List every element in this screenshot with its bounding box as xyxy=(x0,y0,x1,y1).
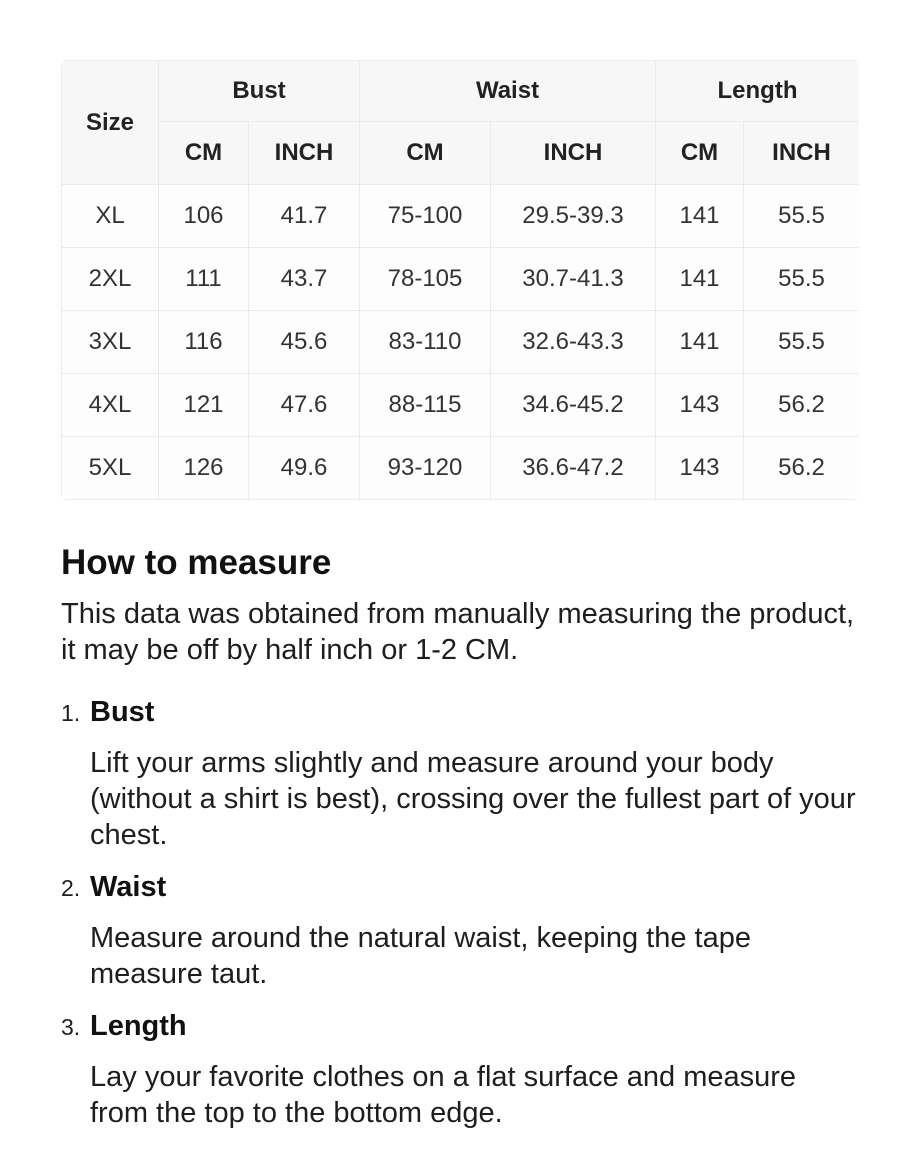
measurement-cell: 55.5 xyxy=(744,248,860,311)
size-cell: 5XL xyxy=(62,437,159,500)
measurement-cell: 141 xyxy=(656,248,744,311)
length-cm-header: CM xyxy=(656,122,744,185)
list-item-title: Length xyxy=(90,1010,187,1042)
list-item-number: 2. xyxy=(61,875,81,901)
header-group-row xyxy=(62,61,860,122)
size-cell: XL xyxy=(62,185,159,248)
list-item xyxy=(61,1008,859,1131)
measurement-cell: 47.6 xyxy=(249,374,360,437)
bust-inch-header: INCH xyxy=(249,122,360,185)
measurement-cell: 141 xyxy=(656,185,744,248)
table-row xyxy=(62,374,860,437)
measurement-cell: 78-105 xyxy=(360,248,491,311)
size-chart-header xyxy=(62,61,860,185)
size-cell: 2XL xyxy=(62,248,159,311)
table-row xyxy=(62,248,860,311)
length-inch-header: INCH xyxy=(744,122,860,185)
list-item xyxy=(61,694,859,853)
measurement-cell: 41.7 xyxy=(249,185,360,248)
list-item xyxy=(61,869,859,992)
list-item-head xyxy=(61,694,859,735)
size-cell: 4XL xyxy=(62,374,159,437)
list-item-text: Measure around the natural waist, keeping the tape measure taut. xyxy=(90,922,751,990)
measurement-cell: 32.6-43.3 xyxy=(491,311,656,374)
how-to-measure-intro: This data was obtained from manually measuring the product, it may be off by half inch or 1-2 CM. xyxy=(61,598,855,666)
header-unit-row xyxy=(62,122,860,185)
measurement-cell: 56.2 xyxy=(744,437,860,500)
list-item-number: 3. xyxy=(61,1014,81,1040)
size-chart xyxy=(61,60,859,500)
list-item-head xyxy=(61,1008,859,1049)
measurement-cell: 43.7 xyxy=(249,248,360,311)
measurement-cell: 121 xyxy=(159,374,249,437)
list-item-text: Lay your favorite clothes on a flat surface and measure from the top to the bottom edge. xyxy=(90,1061,797,1129)
measurement-cell: 116 xyxy=(159,311,249,374)
measurement-cell: 143 xyxy=(656,437,744,500)
measurement-cell: 93-120 xyxy=(360,437,491,500)
waist-group-header: Waist xyxy=(360,61,656,122)
size-chart-body xyxy=(62,185,860,500)
measurement-cell: 29.5-39.3 xyxy=(491,185,656,248)
measurement-cell: 55.5 xyxy=(744,311,860,374)
measurement-cell: 55.5 xyxy=(744,185,860,248)
table-row xyxy=(62,311,860,374)
list-item-text: Lift your arms slightly and measure around your body (without a shirt is best), crossing over the fullest part of your chest. xyxy=(90,747,856,851)
measurement-cell: 143 xyxy=(656,374,744,437)
table-row xyxy=(62,185,860,248)
list-item-number: 1. xyxy=(61,700,81,726)
measurement-cell: 126 xyxy=(159,437,249,500)
size-column-header: Size xyxy=(62,61,159,185)
measurement-cell: 36.6-47.2 xyxy=(491,437,656,500)
measurement-cell: 49.6 xyxy=(249,437,360,500)
measurement-cell: 141 xyxy=(656,311,744,374)
measurement-cell: 83-110 xyxy=(360,311,491,374)
measurement-cell: 45.6 xyxy=(249,311,360,374)
bust-group-header: Bust xyxy=(159,61,360,122)
measurement-cell: 75-100 xyxy=(360,185,491,248)
how-to-measure-heading: How to measure xyxy=(61,543,332,582)
length-group-header: Length xyxy=(656,61,860,122)
size-cell: 3XL xyxy=(62,311,159,374)
measurement-cell: 111 xyxy=(159,248,249,311)
bust-cm-header: CM xyxy=(159,122,249,185)
measurement-cell: 106 xyxy=(159,185,249,248)
measurement-cell: 30.7-41.3 xyxy=(491,248,656,311)
measurement-cell: 56.2 xyxy=(744,374,860,437)
table-row xyxy=(62,437,860,500)
waist-inch-header: INCH xyxy=(491,122,656,185)
measurement-cell: 34.6-45.2 xyxy=(491,374,656,437)
list-item-title: Waist xyxy=(90,871,167,903)
size-chart-table xyxy=(61,60,859,500)
measure-instructions-list xyxy=(61,694,859,1131)
measurement-cell: 88-115 xyxy=(360,374,491,437)
list-item-head xyxy=(61,869,859,910)
list-item-title: Bust xyxy=(90,696,155,728)
waist-cm-header: CM xyxy=(360,122,491,185)
